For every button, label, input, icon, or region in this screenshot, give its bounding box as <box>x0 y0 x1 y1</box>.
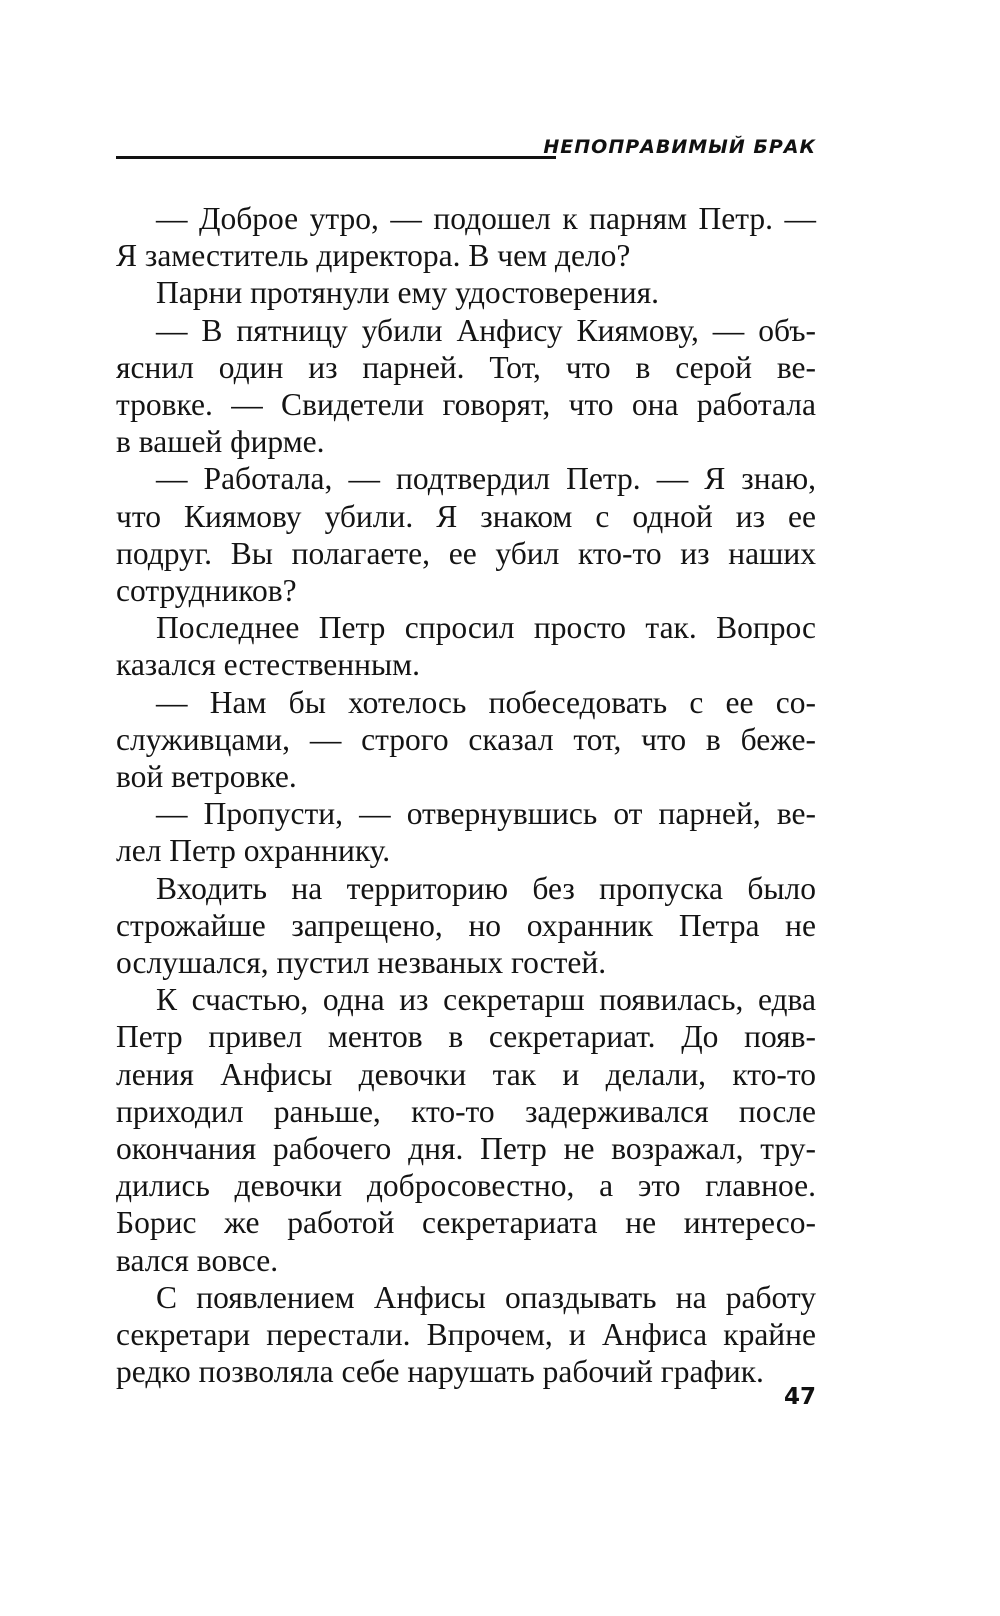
paragraph <box>116 684 816 796</box>
text-line: тровке. — Свидетели говорят, что она работала <box>116 387 816 423</box>
paragraph <box>116 795 816 869</box>
text-line: яснил один из парней. Тот, что в серой ве- <box>116 349 816 385</box>
text-line: К счастью, одна из секретарш появилась, едва <box>156 982 816 1018</box>
paragraph <box>116 200 816 274</box>
text-line: ления Анфисы девочки так и делали, кто-то <box>116 1056 816 1092</box>
text-line: сотрудников? <box>116 573 297 609</box>
text-line: вался вовсе. <box>116 1242 279 1278</box>
text-line: — В пятницу убили Анфису Киямову, — объ- <box>156 312 816 348</box>
text-line: вой ветровке. <box>116 759 297 795</box>
text-line: — Пропусти, — отвернувшись от парней, ве- <box>156 796 816 832</box>
text-line: приходил раньше, кто-то задерживался после <box>116 1093 816 1129</box>
text-line: С появлением Анфисы опаздывать на работу <box>156 1279 816 1315</box>
paragraph <box>116 274 816 311</box>
text-line: в вашей фирме. <box>116 424 325 460</box>
text-line: Входить на территорию без пропуска было <box>156 870 816 906</box>
text-line: служивцами, — строго сказал тот, что в беже- <box>116 721 816 757</box>
text-line: дились девочки добросовестно, а это главное. <box>116 1168 816 1204</box>
running-header <box>116 134 816 164</box>
paragraph <box>116 609 816 683</box>
page-number: 47 <box>783 1384 816 1410</box>
text-line: Парни протянули ему удостоверения. <box>156 275 659 311</box>
text-line: секретари перестали. Впрочем, и Анфиса крайне <box>116 1317 816 1353</box>
text-line: ослушался, пустил незваных гостей. <box>116 945 607 981</box>
text-line: Борис же работой секретариата не интересо- <box>116 1205 816 1241</box>
body-text <box>116 200 816 1391</box>
header-rule <box>116 156 556 159</box>
text-line: лел Петр охраннику. <box>116 833 391 869</box>
text-line: окончания рабочего дня. Петр не возражал, тру- <box>116 1131 816 1167</box>
text-line: — Доброе утро, — подошел к парням Петр. — <box>156 201 816 236</box>
text-line: Последнее Петр спросил просто так. Вопрос <box>156 610 816 646</box>
text-line: редко позволяла себе нарушать рабочий график. <box>116 1354 764 1390</box>
text-line: строжайше запрещено, но охранник Петра не <box>116 907 816 943</box>
paragraph <box>116 1279 816 1391</box>
text-line: что Киямову убили. Я знаком с одной из ее <box>116 498 816 534</box>
text-line: — Нам бы хотелось побеседовать с ее со- <box>156 684 816 720</box>
running-title: НЕПОПРАВИМЫЙ БРАК <box>543 136 816 158</box>
text-line: казался естественным. <box>116 647 420 683</box>
text-line: Петр привел ментов в секретариат. До появ- <box>116 1019 816 1055</box>
text-line: — Работала, — подтвердил Петр. — Я знаю, <box>156 461 816 497</box>
paragraph <box>116 981 816 1279</box>
paragraph <box>116 312 816 461</box>
paragraph <box>116 460 816 609</box>
paragraph <box>116 870 816 982</box>
text-line: подруг. Вы полагаете, ее убил кто-то из наших <box>116 535 816 571</box>
text-line: Я заместитель директора. В чем дело? <box>116 238 631 274</box>
